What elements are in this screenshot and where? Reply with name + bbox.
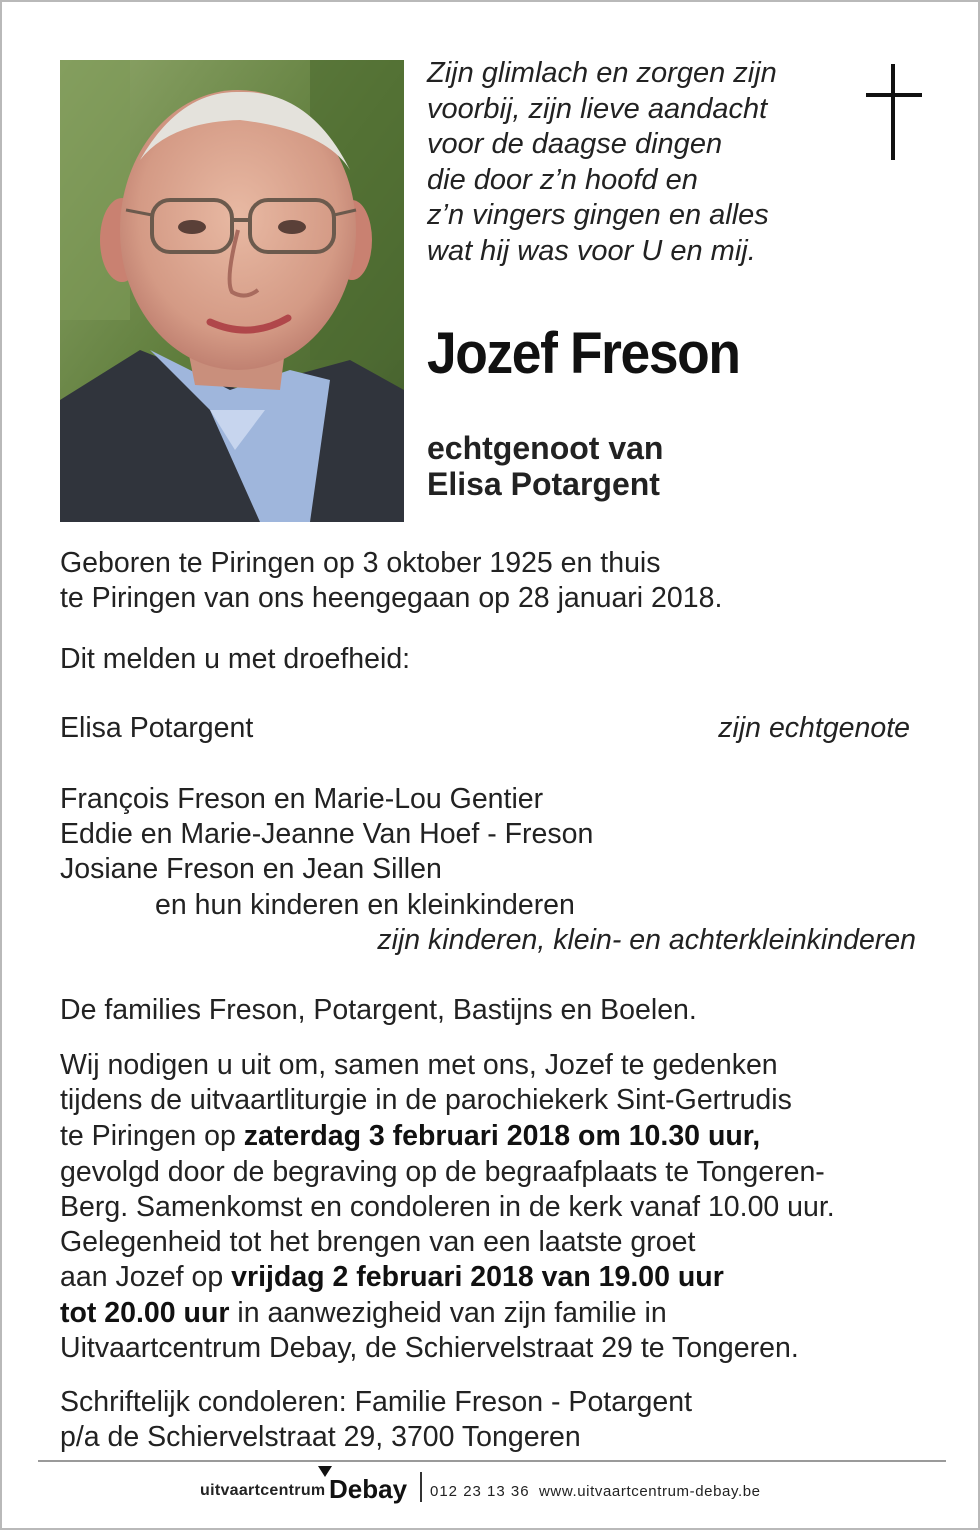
service-line: Berg. Samenkomst en condoleren in de kerk vanaf 10.00 uur.: [60, 1191, 835, 1223]
service-line: gevolgd door de begraving op de begraafplaats te Tongeren-: [60, 1156, 825, 1188]
poem-line: voorbij, zijn lieve aandacht: [427, 92, 768, 125]
spouse-block: [427, 430, 663, 502]
widow-name: Elisa Potargent: [60, 712, 254, 744]
poem-line: z’n vingers gingen en alles: [427, 199, 769, 231]
families-line: De families Freson, Potargent, Bastijns en Boelen.: [60, 994, 697, 1026]
child-line: Josiane Freson en Jean Sillen: [60, 853, 442, 885]
portrait-illustration: [60, 60, 404, 522]
footer-divider: [38, 1460, 946, 1462]
service-line: [60, 1296, 667, 1331]
service-text: in aanwezigheid van zijn familie in: [229, 1297, 667, 1329]
footer-website: www.uitvaartcentrum-debay.be: [539, 1483, 761, 1500]
deceased-name: Jozef Freson: [427, 321, 740, 386]
poem: [427, 56, 827, 269]
poem-line: voor de daagse dingen: [427, 128, 723, 160]
service-text: aan Jozef op: [60, 1261, 232, 1293]
footer-separator: [420, 1472, 422, 1502]
poem-line: Zijn glimlach en zorgen zijn: [427, 57, 777, 89]
service-line: [60, 1260, 724, 1295]
footer-phone: 012 23 13 36: [430, 1483, 530, 1500]
child-line: François Freson en Marie-Lou Gentier: [60, 783, 544, 815]
service-line: Wij nodigen u uit om, samen met ons, Jozef te gedenken: [60, 1049, 778, 1081]
funeral-date: zaterdag 3 februari 2018 om 10.30 uur,: [243, 1120, 761, 1152]
intro-text: Dit melden u met droefheid:: [60, 643, 411, 675]
spouse-name: Elisa Potargent: [427, 466, 660, 502]
service-line: Uitvaartcentrum Debay, de Schiervelstraat 29 te Tongeren.: [60, 1332, 799, 1364]
service-text: te Piringen op: [60, 1120, 244, 1152]
widow-role: zijn echtgenote: [718, 712, 910, 744]
condolence-line: p/a de Schiervelstraat 29, 3700 Tongeren: [60, 1421, 581, 1453]
portrait-photo: [60, 60, 404, 522]
cross-icon: [866, 64, 926, 162]
condolence-line: Schriftelijk condoleren: Familie Freson - Potargent: [60, 1386, 693, 1418]
grandchildren-line: en hun kinderen en kleinkinderen: [155, 889, 575, 921]
footer: [2, 1464, 980, 1514]
poem-line: wat hij was voor U en mij.: [427, 234, 756, 267]
visitation-end-time: tot 20.00 uur: [60, 1297, 230, 1329]
service-line: [60, 1119, 760, 1154]
child-line: Eddie en Marie-Jeanne Van Hoef - Freson: [60, 818, 594, 850]
children-role: zijn kinderen, klein- en achterkleinkinderen: [377, 924, 916, 956]
birth-line: Geboren te Piringen op 3 oktober 1925 en thuis: [60, 547, 661, 579]
footer-prefix: uitvaartcentrum: [200, 1482, 326, 1499]
service-line: Gelegenheid tot het brengen van een laatste groet: [60, 1226, 696, 1258]
service-line: tijdens de uitvaartliturgie in de parochiekerk Sint-Gertrudis: [60, 1084, 792, 1116]
birth-line: te Piringen van ons heengegaan op 28 januari 2018.: [60, 582, 723, 614]
footer-brand: Debay: [329, 1474, 408, 1504]
spouse-prefix: echtgenoot van: [427, 430, 664, 466]
poem-line: die door z’n hoofd en: [427, 163, 698, 196]
visitation-date: vrijdag 2 februari 2018 van 19.00 uur: [231, 1261, 724, 1293]
